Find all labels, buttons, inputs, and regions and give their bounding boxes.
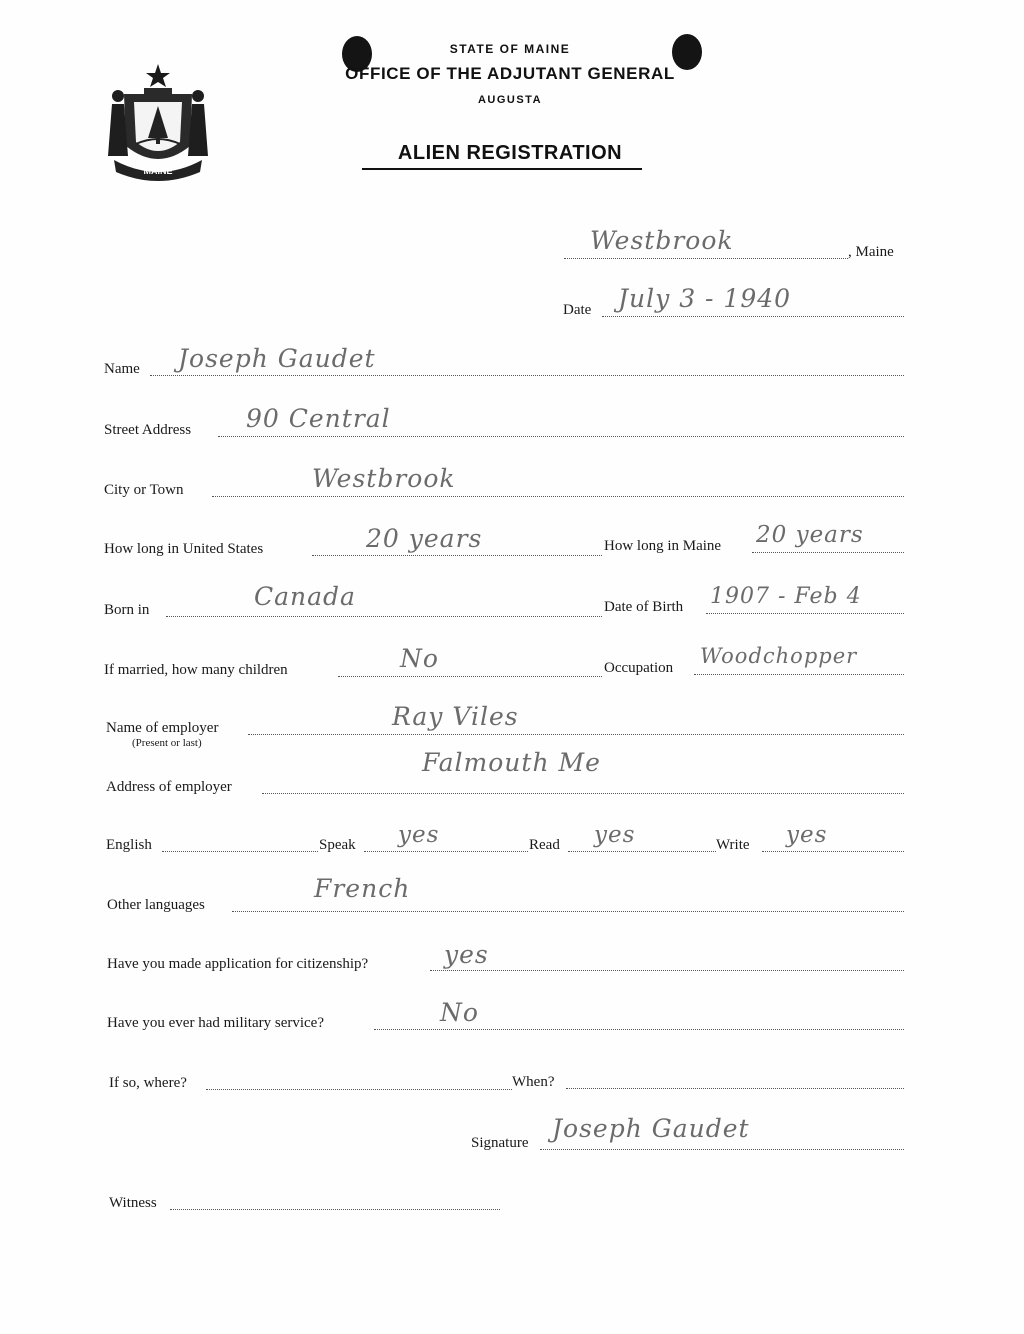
witness-label: Witness [109,1195,157,1211]
read-value: yes [594,822,636,848]
form-title: ALIEN REGISTRATION [397,142,623,164]
children-line [338,676,602,677]
military-service-label: Have you ever had military service? [107,1015,324,1031]
maine-label: , Maine [848,244,894,260]
speak-label: Speak [319,837,356,853]
signature-value: Joseph Gaudet [552,1114,750,1143]
city-or-town-line [212,496,904,497]
date-value: July 3 - 1940 [618,284,792,313]
occupation-line [694,674,904,675]
date-of-birth-label: Date of Birth [604,599,684,615]
citizenship-label: Have you made application for citizenship? [107,956,369,972]
occupation-label: Occupation [604,660,674,676]
name-label: Name [104,361,140,377]
date-label: Date [563,302,592,318]
write-value: yes [786,822,828,848]
state-heading: STATE OF MAINE [449,42,571,56]
how-long-maine-label: How long in Maine [604,538,722,554]
location-value: Westbrook [590,226,734,255]
occupation-value: Woodchopper [700,644,858,668]
employer-name-value: Ray Viles [392,702,519,731]
street-address-label: Street Address [104,422,192,438]
signature-line [540,1149,904,1150]
how-long-maine-line [752,552,904,553]
when-label: When? [512,1074,555,1090]
location-line [564,258,848,259]
title-underline [362,168,642,170]
date-line [602,316,904,317]
speak-value: yes [398,822,440,848]
seal-banner-text: MAINE [143,166,173,176]
born-in-line [166,616,602,617]
citizenship-value: yes [444,940,489,969]
how-long-us-value: 20 years [366,524,483,553]
other-languages-line [232,911,904,912]
read-label: Read [529,837,560,853]
employer-name-line [248,734,904,735]
other-languages-value: French [314,874,411,903]
born-in-label: Born in [104,602,150,618]
employer-address-label: Address of employer [106,779,232,795]
street-address-value: 90 Central [246,404,391,433]
read-line [568,851,716,852]
city-heading: AUGUSTA [477,94,543,106]
english-label: English [106,837,152,853]
speak-line [364,851,528,852]
military-service-line [374,1029,904,1030]
where-label: If so, where? [109,1075,187,1091]
street-address-line [218,436,904,437]
when-line [566,1088,904,1089]
employer-name-sublabel: (Present or last) [132,737,202,749]
state-of-maine-seal [104,60,212,182]
employer-name-label: Name of employer [106,720,219,736]
date-of-birth-line [706,613,904,614]
employer-address-line [262,793,904,794]
signature-label: Signature [471,1135,529,1151]
write-label: Write [716,837,750,853]
how-long-maine-value: 20 years [756,522,864,548]
how-long-us-label: How long in United States [104,541,264,557]
write-line [762,851,904,852]
witness-line [170,1209,500,1210]
name-value: Joseph Gaudet [178,344,376,373]
military-service-value: No [440,998,479,1027]
employer-address-value: Falmouth Me [422,748,601,777]
city-or-town-value: Westbrook [312,464,456,493]
office-heading: OFFICE OF THE ADJUTANT GENERAL [345,64,675,83]
date-of-birth-value: 1907 - Feb 4 [710,584,862,609]
children-value: No [400,644,439,673]
name-line [150,375,904,376]
other-languages-label: Other languages [107,897,205,913]
citizenship-line [430,970,904,971]
children-label: If married, how many children [104,662,288,678]
where-line [206,1089,512,1090]
born-in-value: Canada [254,582,356,611]
english-line [162,851,318,852]
city-or-town-label: City or Town [104,482,184,498]
how-long-us-line [312,555,602,556]
